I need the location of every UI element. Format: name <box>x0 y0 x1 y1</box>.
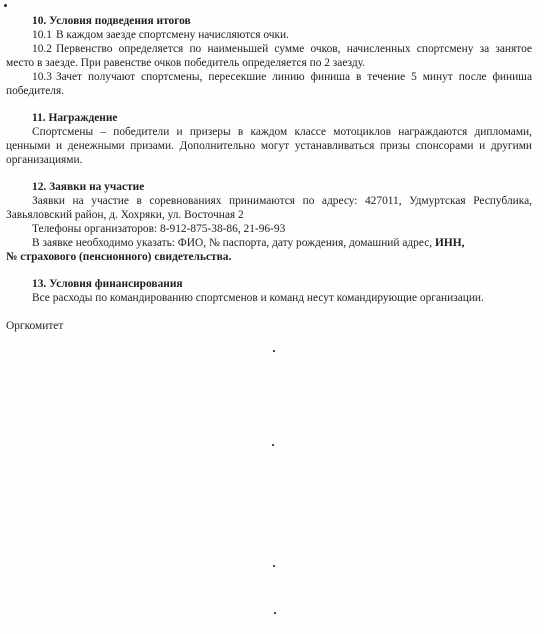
clause-10-3 <box>6 70 532 98</box>
section-11 <box>6 111 532 167</box>
section-12 <box>6 180 532 264</box>
application-requirements <box>6 236 532 250</box>
scan-speck <box>272 444 274 446</box>
scan-speck <box>273 565 275 567</box>
section-12-title: 12. Заявки на участие <box>32 181 145 193</box>
section-10-title: 10. Условия подведения итогов <box>32 15 191 27</box>
requirements-plain: В заявке необходимо указать: ФИО, № паспорта, дату рождения, домашний адрес, <box>32 237 433 249</box>
clause-number: 10.2 <box>32 43 52 55</box>
requirements-inn: ИНН, <box>434 237 465 249</box>
clause-10-2 <box>6 42 532 70</box>
scan-speck <box>274 612 276 614</box>
organizer-phones: Телефоны организаторов: 8-912-875-38-86, 21-96-93 <box>32 223 286 235</box>
clause-10-1 <box>6 28 532 42</box>
section-13 <box>6 277 532 305</box>
application-address: Заявки на участие в соревнованиях принимаются по адресу: 427011, Удмуртская Республика, Завьяловский район, д. Хохряки, ул. Восточная 2 <box>6 195 532 221</box>
scan-speck <box>273 350 275 352</box>
clause-text: Первенство определяется по наименьшей сумме очков, начисленных спортсмену за занятое место в заезде. При равенстве очков победитель определяется по 2 заезду. <box>6 43 532 69</box>
section-11-title: 11. Награждение <box>32 112 118 124</box>
organizing-committee-signature: Оргкомитет <box>6 320 64 332</box>
requirements-insurance: № страхового (пенсионного) свидетельства. <box>6 251 232 263</box>
section-13-text: Все расходы по командированию спортсменов и команд несут командирующие организации. <box>32 292 484 304</box>
clause-number: 10.1 <box>32 29 52 41</box>
section-13-title: 13. Условия финансирования <box>32 278 183 290</box>
document-body <box>6 14 532 333</box>
clause-text: В каждом заезде спортсмену начисляются очки. <box>55 29 289 41</box>
section-11-text: Спортсмены – победители и призеры в каждом классе мотоциклов награждаются дипломами, ценными и денежными призами. Дополнительно могут устанавливаться призы спонсорами и другими организациями. <box>6 126 532 166</box>
clause-text: Зачет получают спортсмены, пересекшие линию финиша в течение 5 минут после финиша победителя. <box>6 71 532 97</box>
scan-speck <box>4 4 7 7</box>
section-10 <box>6 14 532 98</box>
clause-number: 10.3 <box>32 71 52 83</box>
application-requirements-cont <box>6 250 532 264</box>
